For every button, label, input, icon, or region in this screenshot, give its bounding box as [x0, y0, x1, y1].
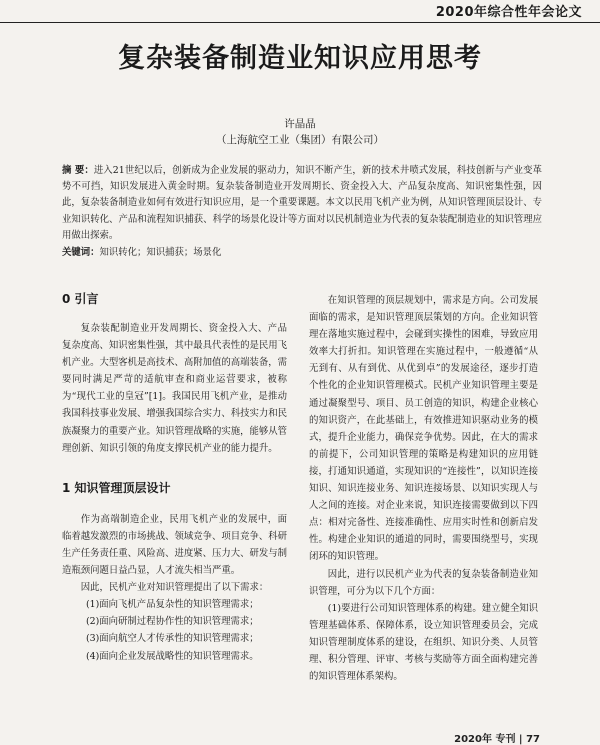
section-1-heading: 1 知识管理顶层设计: [62, 480, 171, 495]
abstract-label: 摘 要：: [62, 165, 94, 176]
paper-title: 复杂装备制造业知识应用思考: [118, 43, 482, 74]
page-footer: 2020年 专刊 | 77: [454, 734, 540, 745]
author-affiliation: （上海航空工业（集团）有限公司）: [216, 134, 384, 146]
section-1-paragraph-2: 因此，民机产业对知识管理提出了以下需求：: [80, 582, 269, 594]
left-column: [62, 290, 287, 665]
section-1-paragraph-1: 作为高端制造企业，民用飞机产业的发展中，面临着越发激烈的市场挑战、领域竞争、项目竞争、科研生产任务责任重、风险高、进度紧、压力大、研发与制造瓶颈问题日益凸显，人才流失相当严重。: [62, 513, 288, 577]
abstract-text: 进入21世纪以后，创新成为企业发展的驱动力，知识不断产生，新的技术井喷式发展，科技创新与产业变革势不可挡，知识发展进入黄金时期。复杂装备制造业开发周期长、资金投入大、产品复杂度高、知识密集性强，因此，复杂装备制造业如何有效进行知识应用，是一个重要课题。本文以民用飞机产业为例，从知识管理顶层设计、专业知识转化、产品和流程知识捕获、科学的场景化设计等方面对以民机制造业为代表的复杂装配制造业的知识管理应用做出探索。: [62, 165, 542, 241]
right-paragraph-2: 因此，进行以民机产业为代表的复杂装备制造业知识管理，可分为以下几个方面：: [309, 568, 538, 597]
keywords-label: 关键词：: [62, 247, 100, 258]
keywords: [62, 245, 542, 261]
section-0-paragraph: 复杂装配制造业开发周期长、资金投入大、产品复杂度高、知识密集性强，其中最具代表性的是民用飞机产业。大型客机是高技术、高附加值的高端装备，需要同时满足严苛的适航审查和商业运营要求，被称为“现代工业的皇冠”[1]。我国民用飞机产业，是推动我国科技事业发展、增强我国综合实力、科技实力和民族凝聚力的重要产业。知识管理战略的实施，能够从管理创新、知识引领的角度支撑民机产业的能力提升。: [62, 323, 288, 454]
abstract: [62, 163, 542, 244]
list-item: (1)面向飞机产品复杂性的知识管理需求；: [86, 599, 259, 611]
author-name: 许晶晶: [284, 118, 316, 130]
right-paragraph-1: 在知识管理的顶层规划中，需求是方向。公司发展面临的需求，是知识管理顶层策划的方向。企业知识管理在落地实施过程中，会碰到实操性的困难，导致应用效率大打折扣。知识管理在实施过程中，一般遵循“从无到有、从有到优、从优到卓”的发展途径，逐步打造个性化的企业知识管理模式。民机产业知识管理主要是通过凝聚型号、项目、员工创造的知识，构建企业核心的知识资产，在此基础上，有效推进知识驱动业务的模式，提升企业能力，确保竞争优势。因此，在大的需求的前提下，公司知识管理的策略是构建知识的应用链接，打通知识通道，实现知识的“连接性”，以知识连接知识、知识连接业务、知识连接场景、以知识实现人与人之间的连接。对企业来说，知识连接需要做到以下四点：相对完备性、连接准确性、应用实时性和创新启发性。构建企业知识的通道的同时，需要围绕型号，实现闭环的知识管理。: [309, 295, 538, 563]
list-item: (4)面向企业发展战略性的知识管理需求。: [86, 650, 259, 662]
list-item: (3)面向航空人才传承性的知识管理需求；: [86, 633, 259, 645]
section-0-heading: 0 引言: [62, 292, 99, 306]
header-rule: [0, 0, 600, 23]
right-column: [309, 292, 538, 685]
running-header: 2020年综合性年会论文: [435, 5, 582, 20]
list-item: (2)面向研制过程协作性的知识管理需求；: [86, 616, 259, 628]
right-paragraph-3: (1)要进行公司知识管理体系的构建。建立健全知识管理基础体系、保障体系，设立知识管理委员会，完成知识管理制度体系的建设，在组织、知识分类、人员管理、积分管理、评审、考核与奖励等方面全面构建完善的知识管理体系架构。: [309, 602, 538, 683]
keywords-text: 知识转化；知识捕获；场景化: [99, 247, 222, 258]
